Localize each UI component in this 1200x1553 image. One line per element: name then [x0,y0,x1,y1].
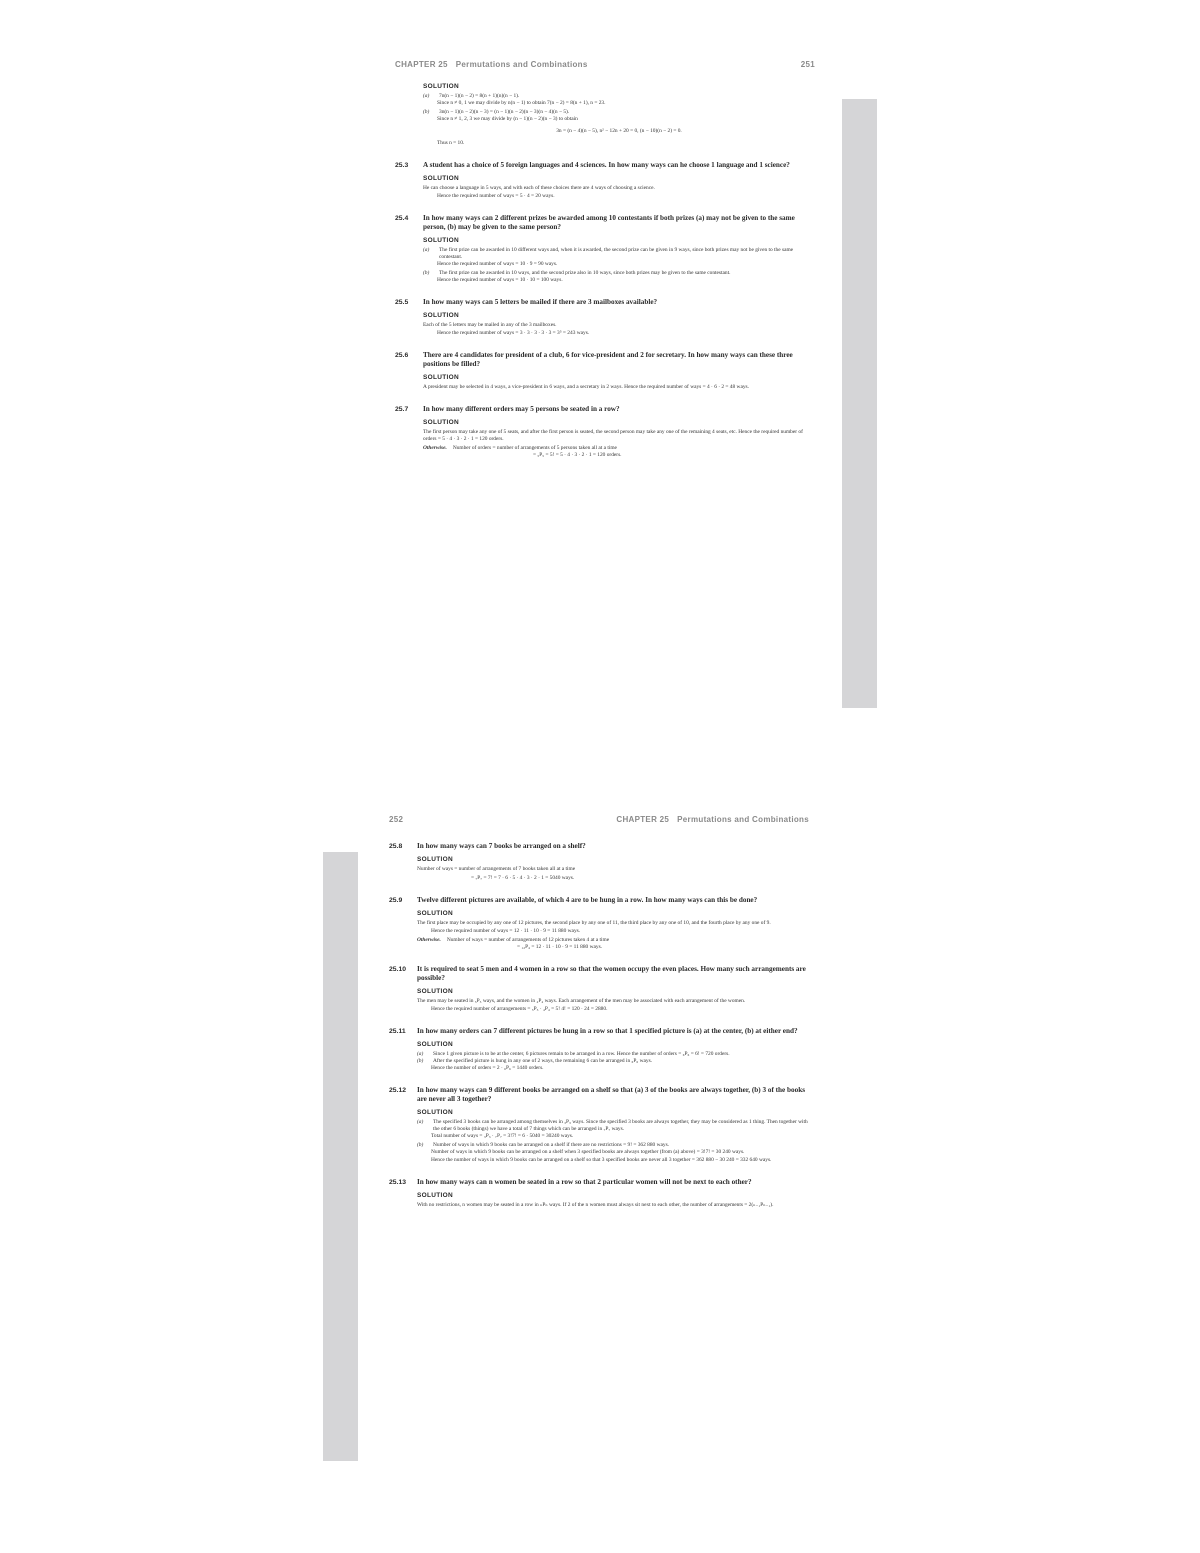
solution-line: The specified 3 books can be arranged among themselves in ₃P₃ ways. Since the specified 3 books are always together, they may be considered as 1 thing. Then together with the other 6 books (things) we have a total of 7 things which can be arranged in ₇P₇ ways. [433,1119,808,1132]
page-number: 252 [389,815,404,824]
chapter-label: CHAPTER 25 [616,815,670,824]
solution-label: SOLUTION [423,419,459,426]
problem-25-11: 25.11 In how many orders can 7 different pictures be hung in a row so that 1 specified picture is (a) at the center, (b) at either end? SOLUTION (a) Since 1 given picture is to be at the center, 6 pictures remain to be arranged in a row. Hence the number of orders = ₆P₆ = 6! = 720 orders. (b) After the specified picture is hung in any one of 2 ways, the remaining 6 can be arranged in ₆P₆ ways. Hence the number of orders = 2 · ₆P₆ = 1440 orders. [389,1027,809,1072]
otherwise-label: Otherwise. [417,936,441,943]
problem-number: 25.10 [389,965,407,973]
problem-text: In how many ways can 7 books be arranged on a shelf? [417,842,586,850]
solution-line: Hence the required number of ways = 10 · 9 = 90 ways. [437,261,558,267]
problem-text: It is required to seat 5 men and 4 women in a row so that the women occupy the even places. How many such arrangements are possible? [417,964,806,982]
solution-line: Hence the required number of ways = 12 · 11 · 10 · 9 = 11 880 ways. [431,928,581,934]
problem-text: A student has a choice of 5 foreign languages and 4 sciences. In how many ways can he choose 1 language and 1 science? [423,160,790,169]
equation: 3n = (n − 4)(n − 5), n² − 12n + 20 = 0, (n − 10)(n − 2) = 0. [556,127,682,134]
problem-25-6 [395,351,815,391]
page-number: 251 [800,60,815,69]
problem-text: In how many ways can 9 different books be arranged on a shelf so that (a) 3 of the books are always together, (b) 3 of the books are never all 3 together? [417,1086,806,1103]
solution-line: After the specified picture is hung in any one of 2 ways, the remaining 6 can be arranged in ₆P₆ ways. [433,1058,653,1064]
solution-line: Hence the number of orders = 2 · ₆P₆ = 1440 orders. [431,1065,544,1071]
otherwise-label: Otherwise. [423,444,447,451]
solution-line: Each of the 5 letters may be mailed in any of the 3 mailboxes. [423,321,557,328]
problem-25-13 [389,1178,809,1209]
solution-line: Hence the number of ways in which 9 books can be arranged on a shelf so that 3 specified books are never all 3 together = 362 880 − 30 240 = 332 640 ways. [431,1157,772,1163]
solution-label: SOLUTION [423,374,459,381]
solution-line: Number of ways in which 9 books can be arranged on a shelf if there are no restrictions = 9! = 362 880 ways. [433,1141,670,1148]
solution-body: (a) 7n(n − 1)(n − 2) = 8(n + 1)(n)(n − 1). Since n ≠ 0, 1 we may divide by n(n − 1) to obtain 7(n − 2) = 8(n + 1), n = 23. (b) 3n(n − 1)(n − 2)(n − 3) = (n − 1)(n − 2)(n − 3)(n − 4)(n − 5). Since n ≠ 1, 2, 3 we may divide by (n − 1)(n − 2)(n − 3) to obtain 3n = (n − 4)(n − 5), n² − 12n + 20 = 0, (n − 10)(n − 2) = 0. Thus n = 10. [423,93,815,147]
solution-line: Since n ≠ 0, 1 we may divide by n(n − 1) to obtain 7(n − 2) = 8(n + 1), n = 23. [437,100,606,106]
page2-margin-bar [323,852,358,1461]
page1-margin-bar [842,99,877,708]
problem-25-5 [395,298,815,338]
solution-line: The first place may be occupied by any one of 12 pictures, the second place by any one of 11, the third place by any one of 10, and the fourth place by any one of 9. [417,919,771,926]
solution-line: The men may be seated in ₅P₅ ways, and the women in ₄P₄ ways. Each arrangement of the men may be associated with each arrangement of the women. [417,997,746,1004]
problem-text: In how many different orders may 5 persons be seated in a row? [423,405,620,413]
solution-line: Number of ways in which 9 books can be arranged on a shelf when 3 specified books are always together (from (a) above) = 3!7! = 30 240 ways. [431,1148,745,1155]
problem-text: In how many ways can 5 letters be mailed if there are 3 mailboxes available? [423,297,658,306]
solution-line: Hence the required number of ways = 3 · 3 · 3 · 3 · 3 = 3⁵ = 243 ways. [437,330,590,336]
chapter-title: Permutations and Combinations [455,60,588,69]
solution-line: 3n(n − 1)(n − 2)(n − 3) = (n − 1)(n − 2)(n − 3)(n − 4)(n − 5). [439,108,570,115]
problem-number: 25.5 [395,298,409,306]
problem-number: 25.6 [395,352,409,359]
solution-label: SOLUTION [423,237,459,244]
problem-text: In how many ways can 2 different prizes be awarded among 10 contestants if both prizes (a) may not be given to the same person, (b) may be given to the same person? [423,214,795,231]
problem-number: 25.9 [389,896,403,904]
solution-label: SOLUTION [417,1192,453,1199]
solution-line: Total number of ways = ₃P₃ · ₇P₇ = 3!7! = 6 · 5040 = 30240 ways. [431,1133,574,1139]
problem-number: 25.8 [389,843,403,850]
solution-line: = ₁₂P₄ = 12 · 11 · 10 · 9 = 11 880 ways. [517,943,603,950]
solution-line: He can choose a language in 5 ways, and with each of these choices there are 4 ways of choosing a science. [423,184,655,191]
solution-line: Hence the required number of ways = 10 · 10 = 100 ways. [437,276,563,283]
solution-line: Thus n = 10. [437,139,465,146]
problem-25-3 [395,161,815,201]
solution-label: SOLUTION [417,1041,453,1048]
problem-25-8 [389,842,809,882]
solution-line: Since 1 given picture is to be at the center, 6 pictures remain to be arranged in a row. Hence the number of orders = ₆P₆ = 6! = 720 orders. [433,1051,730,1057]
solution-line: A president may be selected in 4 ways, a vice-president in 6 ways, and a secretary in 2 ways. Hence the required number of ways = 4 · 6 · 2 = 48 ways. [423,384,749,390]
solution-label: SOLUTION [423,174,459,182]
page-251 [395,60,815,700]
problem-25-12: 25.12 In how many ways can 9 different books be arranged on a shelf so that (a) 3 of the books are always together, (b) 3 of the books are never all 3 together? SOLUTION (a) The specified 3 books can be arranged among themselves in ₃P₃ ways. Since the specified 3 books are always together, they may be considered as 1 thing. Then together with the other 6 books (things) we have a total of 7 things which can be arranged in ₇P₇ ways. Total number of ways = ₃P₃ · ₇P₇ = 3!7! = 6 · 5040 = 30240 ways. (b) Number of ways in which 9 books can be arranged on a shelf if there are no restrictions = 9! = 362 880 ways. Number of ways in which 9 books can be arranged on a shelf when 3 specified books are always together (from (a) above) = 3!7! = 30 240 ways. Hence the number of ways in which 9 books can be arranged on a shelf so that 3 specified books are never all 3 together = 362 880 − 30 240 = 332 640 ways. [389,1086,808,1163]
solution-line: The first prize can be awarded in 10 ways, and the second prize also in 10 ways, since both prizes may be given to the same contestant. [439,269,731,276]
problem-number: 25.13 [389,1179,407,1186]
problem-25-4: 25.4 In how many ways can 2 different prizes be awarded among 10 contestants if both prizes (a) may not be given to the same person, (b) may be given to the same person? SOLUTION (a) The first prize can be awarded in 10 different ways and, when it is awarded, the second prize can be given in 9 ways, since both prizes may not be given to the same contestant. Hence the required number of ways = 10 · 9 = 90 ways. (b) The first prize can be awarded in 10 ways, and the second prize also in 10 ways, since both prizes may be given to the same contestant. Hence the required number of ways = 10 · 10 = 100 ways. [395,214,815,284]
solution-line: = ₇P₇ = 7! = 7 · 6 · 5 · 4 · 3 · 2 · 1 = 5040 ways. [471,874,575,881]
problem-number: 25.12 [389,1087,407,1094]
solution-line: The first prize can be awarded in 10 different ways and, when it is awarded, the second prize can be given in 9 ways, since both prizes may not be given to the same contestant. [439,247,794,260]
solution-line: With no restrictions, n women may be seated in a row in ₙPₙ ways. If 2 of the n women must always sit next to each other, the number of arrangements = 2(ₙ₋₁Pₙ₋₁). [417,1202,774,1208]
solution-label: SOLUTION [417,987,453,995]
problem-number: 25.3 [395,161,409,169]
chapter-title: Permutations and Combinations [677,815,809,824]
solution-line: 7n(n − 1)(n − 2) = 8(n + 1)(n)(n − 1). [439,93,520,99]
solution-line: Since n ≠ 1, 2, 3 we may divide by (n − 1)(n − 2)(n − 3) to obtain [437,115,578,122]
problem-number: 25.7 [395,406,409,413]
solution-label: SOLUTION [417,1109,453,1116]
problem-25-10 [389,965,809,1014]
problem-number: 25.4 [395,215,409,222]
problem-text: Twelve different pictures are available, of which 4 are to be hung in a row. In how many ways can this be done? [417,895,758,904]
solution-line: Number of ways = number of arrangements of 12 pictures taken 4 at a time [446,936,610,943]
solution-label: SOLUTION [423,83,459,90]
problem-text: There are 4 candidates for president of a club, 6 for vice-president and 2 for secretary. In how many ways can these three positions be filled? [423,351,793,368]
problem-text: In how many orders can 7 different pictures be hung in a row so that 1 specified picture is (a) at the center, (b) at either end? [417,1027,798,1035]
problem-text: In how many ways can n women be seated in a row so that 2 particular women will not be next to each other? [417,1178,752,1186]
solution-line: Number of orders = number of arrangements of 5 persons taken all at a time [452,444,617,451]
solution-label: SOLUTION [417,909,453,917]
solution-line: Number of ways = number of arrangements of 7 books taken all at a time [417,866,576,872]
chapter-label: CHAPTER 25 [395,60,448,69]
solution-label: SOLUTION [423,311,459,319]
running-head [395,60,815,69]
solution-line: = ₅P₅ = 5! = 5 · 4 · 3 · 2 · 1 = 120 orders. [533,451,622,458]
page-252 [389,815,809,1455]
running-head [389,815,809,824]
solution-line: Hence the required number of arrangements = ₅P₅ · ₄P₄ = 5! 4! = 120 · 24 = 2880. [431,1006,608,1012]
solution-line: Hence the required number of ways = 5 · 4 = 20 ways. [437,193,555,199]
solution-label: SOLUTION [417,856,453,863]
problem-number: 25.11 [389,1028,406,1035]
solution-line: The first person may take any one of 5 seats, and after the first person is seated, the second person may take any one of the remaining 4 seats, etc. Hence the required number of orders = 5 · 4 · 3 · 2 · 1 = 120 orders. [423,429,803,442]
problem-25-9 [389,896,809,951]
problem-25-7 [395,405,815,459]
